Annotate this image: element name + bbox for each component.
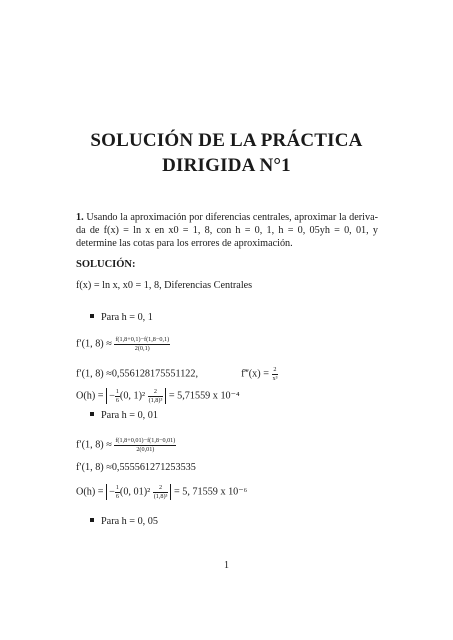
title-line-2: DIRIGIDA N°1 — [162, 155, 291, 176]
err-den: (1,8)³ — [148, 396, 163, 404]
case-1-error-lhs: O(h) = — [76, 390, 104, 402]
third-num: 2 — [273, 366, 277, 373]
err-num: 2 — [153, 484, 169, 493]
bullet-icon — [90, 518, 94, 522]
case-3-label: Para h = 0, 05 — [101, 516, 158, 527]
coef-num: 1 — [115, 484, 119, 491]
case-1-label: Para h = 0, 1 — [101, 312, 153, 323]
case-2-error-lhs: O(h) = — [76, 486, 104, 498]
solution-intro: f(x) = ln x, x0 = 1, 8, Diferencias Centrales — [76, 280, 253, 291]
bullet-icon — [90, 314, 94, 318]
third-derivative-fraction — [272, 366, 279, 382]
coef-den: 6 — [115, 396, 119, 404]
case-1-fraction — [114, 336, 170, 352]
case-2-error-result: = 5, 71559 x 10⁻⁶ — [173, 486, 248, 498]
case-2-result: f′(1, 8) ≈0,555561271253535 — [76, 462, 196, 473]
case-1-error-abs: − $\frac{1}{6}$ (0, 1)² $\frac{2}{\text{(1,8)³}}$ — [106, 388, 166, 404]
case-1-frac-den: 2(0,1) — [134, 344, 150, 352]
case-1-deriv-lhs: f′(1, 8) ≈ — [76, 338, 112, 350]
case-1-derivative — [76, 336, 170, 352]
case-2-err-frac — [153, 484, 169, 500]
case-1-error-result: = 5,71559 x 10⁻⁴ — [168, 390, 240, 402]
case-2-frac-den: 2(0,01) — [136, 445, 155, 453]
third-derivative-lhs: f‴(x) = — [241, 368, 269, 380]
case-2-error — [76, 484, 247, 500]
coef-den: 6 — [115, 492, 119, 500]
err-den: (1,8)³ — [153, 492, 168, 500]
case-2-bullet — [90, 410, 158, 421]
third-den: x³ — [272, 374, 278, 382]
err-num: 2 — [148, 388, 164, 397]
case-1-bullet — [90, 312, 153, 323]
case-1-error — [76, 388, 240, 404]
problem-statement — [76, 211, 378, 250]
case-2-derivative — [76, 437, 176, 453]
bullet-icon — [90, 412, 94, 416]
case-1-result: f′(1, 8) ≈0,556128175551122, — [76, 368, 199, 380]
case-1-result-line — [76, 366, 278, 382]
case-2-deriv-lhs: f′(1, 8) ≈ — [76, 439, 112, 451]
problem-number: 1. — [76, 212, 84, 223]
case-2-label: Para h = 0, 01 — [101, 410, 158, 421]
case-2-error-abs: − $\frac{1}{6}$ (0, 01)² $\frac{2}{\text{(1,8)³}}$ — [106, 484, 171, 500]
case-1-err-frac — [148, 388, 164, 404]
coef-num: 1 — [115, 388, 119, 395]
case-2-fraction — [114, 437, 176, 453]
title-line-1: SOLUCIÓN DE LA PRÁCTICA — [90, 130, 363, 151]
case-1-frac-num: f(1,8+0,1)−f(1,8−0,1) — [115, 336, 170, 343]
page-title — [0, 128, 453, 178]
case-2-frac-num: f(1,8+0,01)−f(1,8−0,01) — [115, 437, 176, 444]
case-3-bullet — [90, 516, 158, 527]
case-1-h: (0, 1)² — [119, 390, 146, 402]
problem-text: Usando la aproximación por diferencias centrales, aproximar la deriva-da de f(x) = ln x en x0 = 1, 8, con h = 0, 1, h = 0, 05yh = 0, 01, y determine las cotas para los errores de aproximación. — [76, 212, 379, 249]
solution-heading: SOLUCIÓN: — [76, 259, 136, 270]
page-number: 1 — [224, 560, 229, 571]
case-2-h: (0, 01)² — [119, 486, 151, 498]
